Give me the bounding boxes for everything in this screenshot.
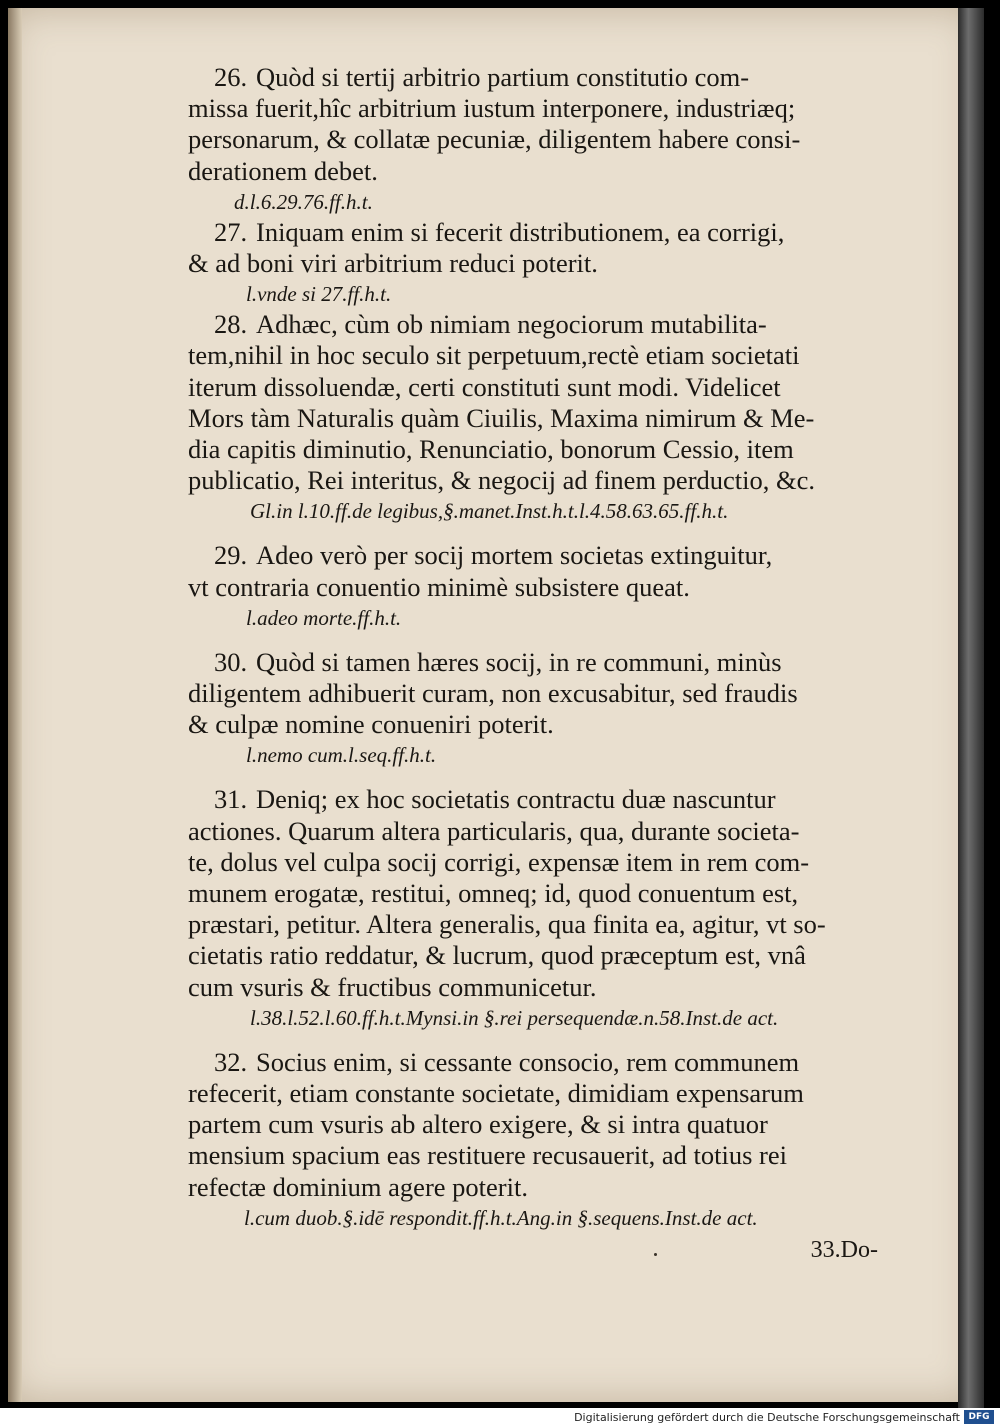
paragraph-line: personarum, & collatæ pecuniæ, diligentem habere consi-	[188, 124, 801, 155]
paragraph-number: 30.	[214, 646, 248, 677]
paragraph-line: diligentem adhibuerit curam, non excusabitur, sed fraudis	[188, 678, 798, 709]
paragraph-line: mensium spacium eas restituere recusauerit, ad totius rei	[188, 1140, 787, 1171]
paragraph-line	[188, 309, 878, 340]
paragraph-number: 27.	[214, 216, 248, 247]
line-text: Adhæc, cùm ob nimiam negociorum mutabilita-	[256, 309, 767, 340]
paragraph-line: & culpæ nomine conueniri poterit.	[188, 709, 554, 740]
line-text: Adeo verò per socij mortem societas extinguitur,	[256, 540, 773, 571]
line-text: Deniq; ex hoc societatis contractu duæ nascuntur	[256, 784, 776, 815]
paragraph-number: 28.	[214, 309, 248, 340]
line-text: Socius enim, si cessante consocio, rem communem	[256, 1046, 800, 1077]
line-text: Iniquam enim si fecerit distributionem, ea corrigi,	[256, 216, 785, 247]
book-spine-edge	[958, 8, 984, 1413]
paragraph-number: 32.	[214, 1046, 248, 1077]
scanned-page	[8, 8, 976, 1402]
page-gutter-shadow	[8, 8, 22, 1402]
catchword: 33.Do-	[810, 1236, 878, 1263]
paragraph-line: præstari, petitur. Altera generalis, qua finita ea, agitur, vt so-	[188, 909, 826, 940]
paragraph-line: cum vsuris & fructibus communicetur.	[188, 971, 597, 1002]
paragraph-31	[188, 784, 878, 1032]
paragraph-line: refecerit, etiam constante societate, dimidiam expensarum	[188, 1078, 804, 1109]
paragraph-line: Mors tàm Naturalis quàm Ciuilis, Maxima nimirum & Me-	[188, 402, 815, 433]
paragraph-line: actiones. Quarum altera particularis, qua, durante societa-	[188, 815, 800, 846]
spacer	[188, 526, 878, 540]
paragraph-27	[188, 217, 878, 309]
spacer	[188, 1033, 878, 1047]
paragraph-line: iterum dissoluendæ, certi constituti sunt modi. Videlicet	[188, 371, 781, 402]
paragraph-line: missa fuerit,hîc arbitrium iustum interponere, industriæq;	[188, 93, 796, 124]
paragraph-line: cietatis ratio reddatur, & lucrum, quod præceptum est, vnâ	[188, 940, 806, 971]
paragraph-line: publicatio, Rei interitus, & negocij ad finem perductio, &c.	[188, 465, 816, 496]
paragraph-30	[188, 647, 878, 771]
spacer	[188, 770, 878, 784]
paragraph-line	[188, 540, 878, 571]
citation: d.l.6.29.76.ff.h.t.	[234, 189, 373, 214]
citation: l.cum duob.§.idē respondit.ff.h.t.Ang.in §.sequens.Inst.de act.	[244, 1205, 758, 1230]
citation: l.nemo cum.l.seq.ff.h.t.	[246, 743, 437, 768]
citation: Gl.in l.10.ff.de legibus,§.manet.Inst.h.t.l.4.58.63.65.ff.h.t.	[250, 499, 729, 524]
funding-notice: Digitalisierung gefördert durch die Deutsche Forschungsgemeinschaft	[574, 1411, 960, 1424]
paragraph-29	[188, 540, 878, 632]
paragraph-line: refectæ dominium agere poterit.	[188, 1171, 528, 1202]
paragraph-line	[188, 217, 878, 248]
paragraph-line: te, dolus vel culpa socij corrigi, expensæ item in rem com-	[188, 846, 810, 877]
paragraph-line: dia capitis diminutio, Renunciatio, bonorum Cessio, item	[188, 434, 794, 465]
paragraph-line	[188, 62, 878, 93]
paragraph-28	[188, 309, 878, 526]
paragraph-line: vt contraria conuentio minimè subsistere queat.	[188, 571, 690, 602]
line-text: Quòd si tamen hæres socij, in re communi, minùs	[256, 646, 782, 677]
page-body	[188, 62, 878, 1290]
paragraph-line: partem cum vsuris ab altero exigere, & si intra quatuor	[188, 1109, 768, 1140]
paragraph-number: 26.	[214, 62, 248, 92]
paragraph-line	[188, 1047, 878, 1078]
paragraph-line: & ad boni viri arbitrium reduci poterit.	[188, 248, 598, 279]
paragraph-32	[188, 1047, 878, 1233]
footer-bar	[0, 1408, 1000, 1427]
paragraph-line: derationem debet.	[188, 155, 378, 186]
paragraph-line	[188, 647, 878, 678]
spacer	[188, 633, 878, 647]
line-text: Quòd si tertij arbitrio partium constitutio com-	[256, 62, 750, 92]
paragraph-number: 29.	[214, 540, 248, 571]
paragraph-line: tem,nihil in hoc seculo sit perpetuum,rectè etiam societati	[188, 340, 800, 371]
paragraph-line	[188, 784, 878, 815]
paragraph-number: 31.	[214, 784, 248, 815]
citation: l.vnde si 27.ff.h.t.	[246, 282, 392, 307]
dfg-logo: DFG	[964, 1410, 994, 1424]
citation: l.38.l.52.l.60.ff.h.t.Mynsi.in §.rei persequendæ.n.58.Inst.de act.	[250, 1005, 779, 1030]
citation: l.adeo morte.ff.h.t.	[246, 605, 402, 630]
paragraph-line: munem erogatæ, restitui, omneq; id, quod conuentum est,	[188, 878, 799, 909]
paragraph-26	[188, 62, 878, 217]
